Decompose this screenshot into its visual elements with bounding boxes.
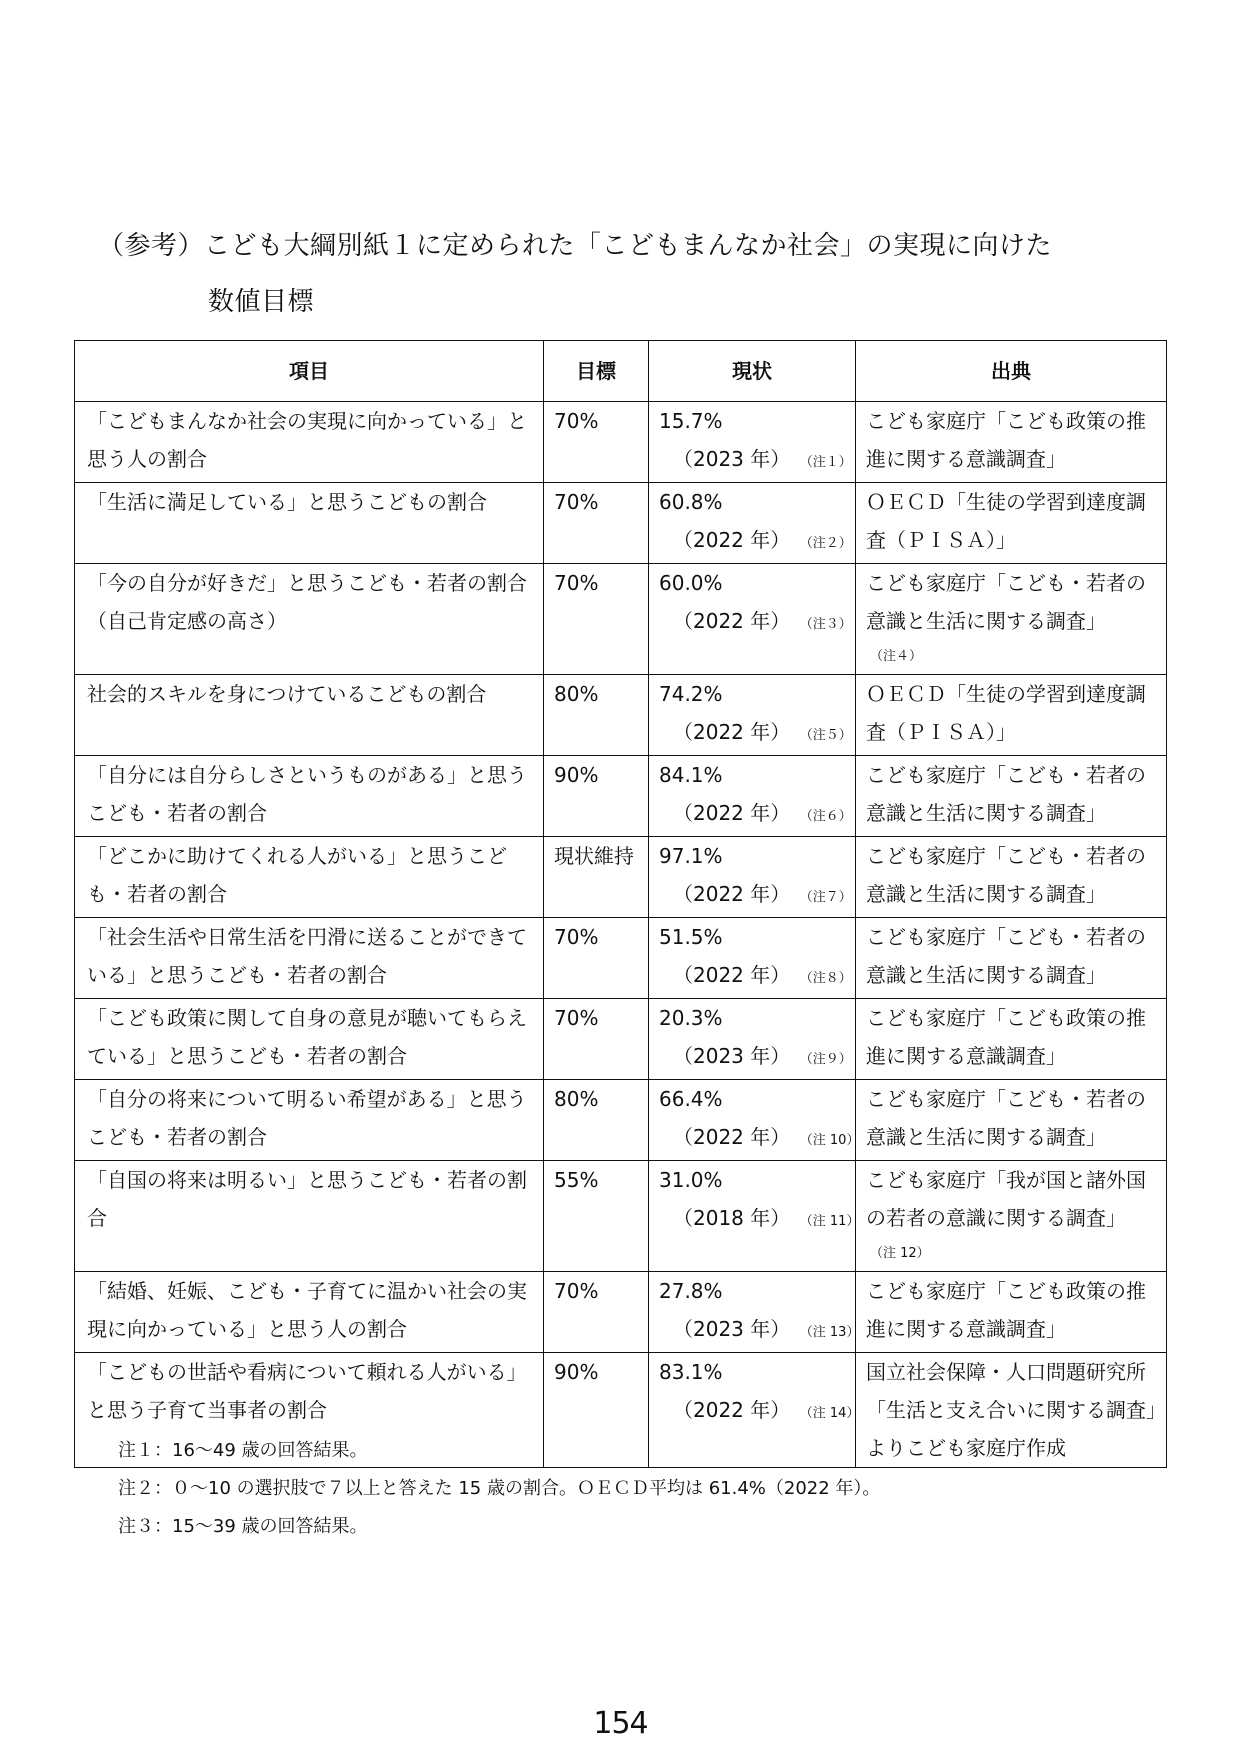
- item-text: 社会的スキルを身につけているこどもの割合: [87, 682, 487, 706]
- footnote: 注１：16～49 歳の回答結果。: [118, 1440, 368, 1461]
- cell-item: [75, 999, 544, 1080]
- cell-target: [544, 483, 649, 564]
- target-value: 70%: [554, 490, 599, 514]
- current-year: （2022 年）: [673, 1125, 791, 1149]
- cell-source: [856, 675, 1167, 756]
- cell-current: [649, 483, 856, 564]
- cell-current: [649, 1161, 860, 1272]
- cell-target: [544, 1272, 649, 1353]
- current-value: 60.8%: [659, 490, 723, 514]
- cell-item: [75, 756, 544, 837]
- cell-item: [75, 564, 544, 675]
- cell-target: [544, 675, 649, 756]
- cell-item: [75, 1080, 544, 1161]
- item-text: 「こどもまんなか社会の実現に向かっている」と思う人の割合: [87, 409, 527, 471]
- current-year: （2022 年）: [673, 882, 791, 906]
- cell-source: [856, 402, 1167, 483]
- table-row: [75, 1272, 1167, 1353]
- current-note-ref: （注１）: [806, 455, 852, 470]
- source-text: こども家庭庁「我が国と諸外国の若者の意識に関する調査」: [866, 1168, 1146, 1230]
- table-row: [75, 402, 1167, 483]
- current-year: （2023 年）: [673, 1044, 791, 1068]
- cell-target: [544, 564, 649, 675]
- cell-item: [75, 918, 544, 999]
- cell-source: [856, 1353, 1167, 1468]
- target-value: 70%: [554, 409, 599, 433]
- header-source: 出典: [856, 341, 1167, 402]
- source-note-ref: （注４）: [870, 649, 923, 664]
- target-value: 80%: [554, 1087, 599, 1111]
- item-text: 「自国の将来は明るい」と思うこども・若者の割合: [87, 1168, 527, 1230]
- table-row: [75, 1080, 1167, 1161]
- target-value: 55%: [554, 1168, 599, 1192]
- current-note-ref: （注 14）: [806, 1406, 860, 1421]
- current-year: （2022 年）: [673, 720, 791, 744]
- cell-item: [75, 402, 544, 483]
- cell-item: [75, 1161, 544, 1272]
- table-row: [75, 1161, 1167, 1272]
- source-text: こども家庭庁「こども・若者の意識と生活に関する調査」: [866, 1087, 1146, 1149]
- item-text: 「こどもの世話や看病について頼れる人がいる」と思う子育て当事者の割合: [87, 1360, 527, 1422]
- table-row: [75, 837, 1167, 918]
- source-text: こども家庭庁「こども・若者の意識と生活に関する調査」: [866, 571, 1146, 633]
- current-value: 84.1%: [659, 763, 723, 787]
- cell-item: [75, 675, 544, 756]
- cell-target: [544, 918, 649, 999]
- source-text: こども家庭庁「こども政策の推進に関する意識調査」: [866, 1279, 1146, 1341]
- cell-current: [649, 999, 856, 1080]
- target-value: 90%: [554, 1360, 599, 1384]
- source-text: こども家庭庁「こども政策の推進に関する意識調査」: [866, 409, 1146, 471]
- table-row: [75, 756, 1167, 837]
- table-row: [75, 483, 1167, 564]
- cell-target: [544, 1161, 649, 1272]
- cell-current: [649, 402, 856, 483]
- page-heading: [98, 218, 1158, 330]
- source-text: こども家庭庁「こども・若者の意識と生活に関する調査」: [866, 763, 1146, 825]
- cell-current: [649, 675, 856, 756]
- cell-item: [75, 837, 544, 918]
- target-value: 現状維持: [554, 844, 634, 868]
- cell-target: [544, 837, 649, 918]
- cell-source: [856, 1272, 1167, 1353]
- current-note-ref: （注３）: [806, 617, 852, 632]
- current-note-ref: （注６）: [806, 809, 852, 824]
- current-value: 83.1%: [659, 1360, 723, 1384]
- item-text: 「生活に満足している」と思うこどもの割合: [87, 490, 487, 514]
- cell-source: [856, 564, 1167, 675]
- cell-source: [856, 483, 1167, 564]
- current-value: 27.8%: [659, 1279, 723, 1303]
- cell-source: [856, 837, 1167, 918]
- current-year: （2022 年）: [673, 528, 791, 552]
- current-note-ref: （注５）: [806, 728, 852, 743]
- cell-item: [75, 483, 544, 564]
- item-text: 「社会生活や日常生活を円滑に送ることができている」と思うこども・若者の割合: [87, 925, 527, 987]
- header-current: 現状: [649, 341, 856, 402]
- footnote: 注２：０～10 の選択肢で７以上と答えた 15 歳の割合。ＯＥＣＤ平均は 61.4%（2022 年）。: [118, 1478, 881, 1499]
- target-value: 70%: [554, 925, 599, 949]
- current-year: （2018 年）: [673, 1206, 791, 1230]
- heading-line-2: 数値目標: [208, 287, 315, 317]
- current-value: 74.2%: [659, 682, 723, 706]
- current-value: 31.0%: [659, 1168, 723, 1192]
- item-text: 「こども政策に関して自身の意見が聴いてもらえている」と思うこども・若者の割合: [87, 1006, 527, 1068]
- header-item: 項目: [75, 341, 544, 402]
- cell-item: [75, 1272, 544, 1353]
- target-value: 70%: [554, 571, 599, 595]
- current-year: （2022 年）: [673, 801, 791, 825]
- current-note-ref: （注 10）: [806, 1133, 860, 1148]
- source-text: こども家庭庁「こども・若者の意識と生活に関する調査」: [866, 925, 1146, 987]
- item-text: 「どこかに助けてくれる人がいる」と思うこども・若者の割合: [87, 844, 507, 906]
- current-year: （2022 年）: [673, 1398, 791, 1422]
- cell-target: [544, 1080, 649, 1161]
- cell-target: [544, 999, 649, 1080]
- cell-current: [649, 837, 856, 918]
- current-note-ref: （注７）: [806, 890, 852, 905]
- source-text: 国立社会保障・人口問題研究所「生活と支え合いに関する調査」よりこども家庭庁作成: [866, 1360, 1156, 1460]
- target-value: 90%: [554, 763, 599, 787]
- current-value: 20.3%: [659, 1006, 723, 1030]
- cell-source: [856, 918, 1167, 999]
- table-row: [75, 564, 1167, 675]
- item-text: 「自分には自分らしさというものがある」と思うこども・若者の割合: [87, 763, 527, 825]
- cell-current: [649, 1080, 860, 1161]
- current-year: （2023 年）: [673, 1317, 791, 1341]
- item-text: 「結婚、妊娠、こども・子育てに温かい社会の実現に向かっている」と思う人の割合: [87, 1279, 527, 1341]
- current-value: 66.4%: [659, 1087, 723, 1111]
- source-text: ＯＥＣＤ「生徒の学習到達度調査（ＰＩＳＡ）」: [866, 682, 1146, 744]
- cell-current: [649, 564, 856, 675]
- cell-source: [856, 1080, 1167, 1161]
- table-header-row: [75, 341, 1167, 402]
- item-text: 「今の自分が好きだ」と思うこども・若者の割合（自己肯定感の高さ）: [87, 571, 527, 633]
- current-value: 15.7%: [659, 409, 723, 433]
- page-number: 154: [593, 1706, 648, 1741]
- current-note-ref: （注８）: [806, 971, 852, 986]
- cell-current: [649, 756, 856, 837]
- target-value: 70%: [554, 1006, 599, 1030]
- cell-source: [856, 999, 1167, 1080]
- item-text: 「自分の将来について明るい希望がある」と思うこども・若者の割合: [87, 1087, 527, 1149]
- source-text: こども家庭庁「こども政策の推進に関する意識調査」: [866, 1006, 1146, 1068]
- current-value: 97.1%: [659, 844, 723, 868]
- cell-target: [544, 756, 649, 837]
- current-note-ref: （注２）: [806, 536, 852, 551]
- table-row: [75, 675, 1167, 756]
- table-row: [75, 999, 1167, 1080]
- target-value: 70%: [554, 1279, 599, 1303]
- table-body: [75, 402, 1167, 1468]
- cell-target: [544, 402, 649, 483]
- footnotes: [118, 1432, 880, 1546]
- source-note-ref: （注 12）: [870, 1246, 930, 1261]
- heading-line-1: （参考）こども大綱別紙１に定められた「こどもまんなか社会」の実現に向けた: [98, 231, 1053, 261]
- current-note-ref: （注 11）: [806, 1214, 860, 1229]
- current-year: （2022 年）: [673, 963, 791, 987]
- current-year: （2022 年）: [673, 609, 791, 633]
- cell-source: [856, 1161, 1167, 1272]
- target-value: 80%: [554, 682, 599, 706]
- current-note-ref: （注９）: [806, 1052, 852, 1067]
- footnote: 注３：15～39 歳の回答結果。: [118, 1516, 368, 1537]
- cell-current: [649, 918, 856, 999]
- source-text: ＯＥＣＤ「生徒の学習到達度調査（ＰＩＳＡ）」: [866, 490, 1146, 552]
- current-note-ref: （注 13）: [806, 1325, 860, 1340]
- source-text: こども家庭庁「こども・若者の意識と生活に関する調査」: [866, 844, 1146, 906]
- current-year: （2023 年）: [673, 447, 791, 471]
- numeric-targets-table: [74, 340, 1167, 1468]
- cell-source: [856, 756, 1167, 837]
- table-row: [75, 918, 1167, 999]
- current-value: 51.5%: [659, 925, 723, 949]
- cell-current: [649, 1272, 860, 1353]
- current-value: 60.0%: [659, 571, 723, 595]
- header-target: 目標: [544, 341, 649, 402]
